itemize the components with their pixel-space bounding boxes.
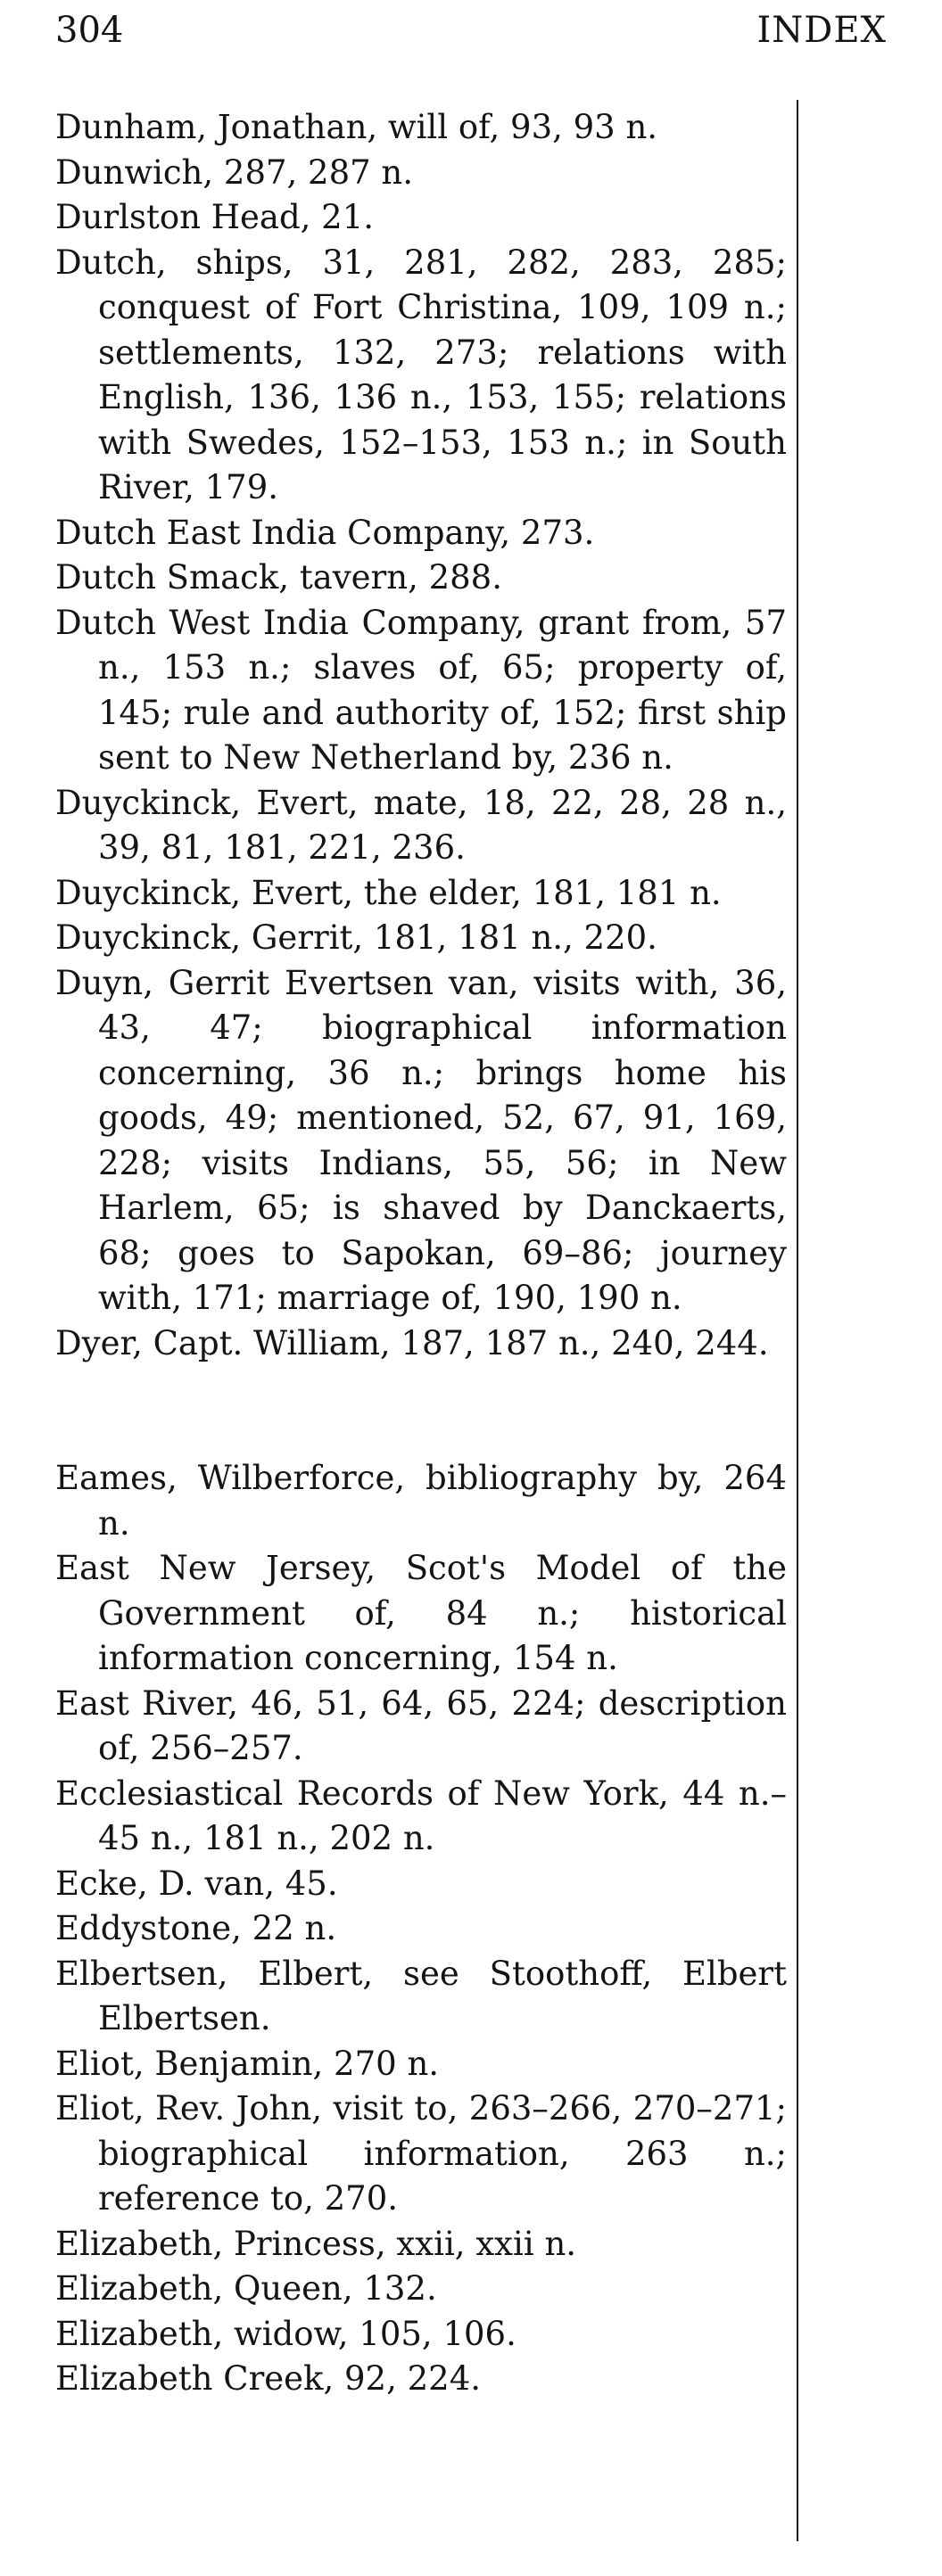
- index-entry: Dutch West India Company, grant from, 57 n., 153 n.; slaves of, 65; property of, 145; rule and authority of, 152; first ship sent to New Netherland by, 236 n.: [55, 603, 787, 777]
- section-gap: [55, 1366, 787, 1456]
- index-entry: Eddystone, 22 n.: [55, 1909, 337, 1947]
- index-entry: Duyckinck, Evert, the elder, 181, 181 n.: [55, 873, 722, 912]
- index-entry: Ecclesiastical Records of New York, 44 n.–45 n., 181 n., 202 n.: [55, 1774, 787, 1857]
- index-entry: Durlston Head, 21.: [55, 198, 375, 236]
- index-entry: Elbertsen, Elbert, see Stoothoff, Elbert Elbertsen.: [55, 1954, 787, 2037]
- index-entry: Elizabeth, widow, 105, 106.: [55, 2314, 516, 2353]
- index-entry: Duyn, Gerrit Evertsen van, visits with, 36, 43, 47; biographical information concerning, 36 n.; brings home his goods, 49; mentioned, 52, 67, 91, 169, 228; visits Indians, 55, 56; in New Harlem, 65; is shaved by Danckaerts, 68; goes to Sapokan, 69–86; journey with, 171; marriage of, 190, 190 n.: [55, 963, 787, 1317]
- index-entry: Dutch Smack, tavern, 288.: [55, 558, 502, 597]
- index-column: [55, 105, 787, 2402]
- index-entry: East River, 46, 51, 64, 65, 224; description of, 256–257.: [55, 1683, 787, 1767]
- index-entry: Ecke, D. van, 45.: [55, 1864, 338, 1903]
- index-entry: Eliot, Rev. John, visit to, 263–266, 270–271; biographical information, 263 n.; reference to, 270.: [55, 2089, 787, 2218]
- index-entry: Eames, Wilberforce, bibliography by, 264 n.: [55, 1459, 787, 1543]
- index-entry: Dunwich, 287, 287 n.: [55, 152, 414, 192]
- page-number: 304: [55, 10, 124, 51]
- index-entry: Eliot, Benjamin, 270 n.: [55, 2044, 440, 2083]
- index-entry: Dyer, Capt. William, 187, 187 n., 240, 244.: [55, 1323, 769, 1362]
- index-entry: Duyckinck, Gerrit, 181, 181 n., 220.: [55, 918, 657, 957]
- index-entry: Dutch East India Company, 273.: [55, 513, 595, 552]
- column-rule: [797, 100, 798, 2541]
- index-entry: Elizabeth, Princess, xxii, xxii n.: [55, 2224, 577, 2263]
- running-head: INDEX: [756, 10, 887, 51]
- index-entry: Dunham, Jonathan, will of, 93, 93 n.: [55, 108, 658, 146]
- index-entry: Duyckinck, Evert, mate, 18, 22, 28, 28 n., 39, 81, 181, 221, 236.: [55, 783, 787, 867]
- index-entry: Dutch, ships, 31, 281, 282, 283, 285; conquest of Fort Christina, 109, 109 n.; settlements, 132, 273; relations with English, 136, 136 n., 153, 155; relations with Swedes, 152–153, 153 n.; in South River, 179.: [55, 243, 787, 506]
- index-entry: East New Jersey, Scot's Model of the Government of, 84 n.; historical information concerning, 154 n.: [55, 1549, 787, 1677]
- page-header: [55, 4, 887, 57]
- index-entry: Elizabeth, Queen, 132.: [55, 2269, 437, 2308]
- index-entry: Elizabeth Creek, 92, 224.: [55, 2359, 481, 2398]
